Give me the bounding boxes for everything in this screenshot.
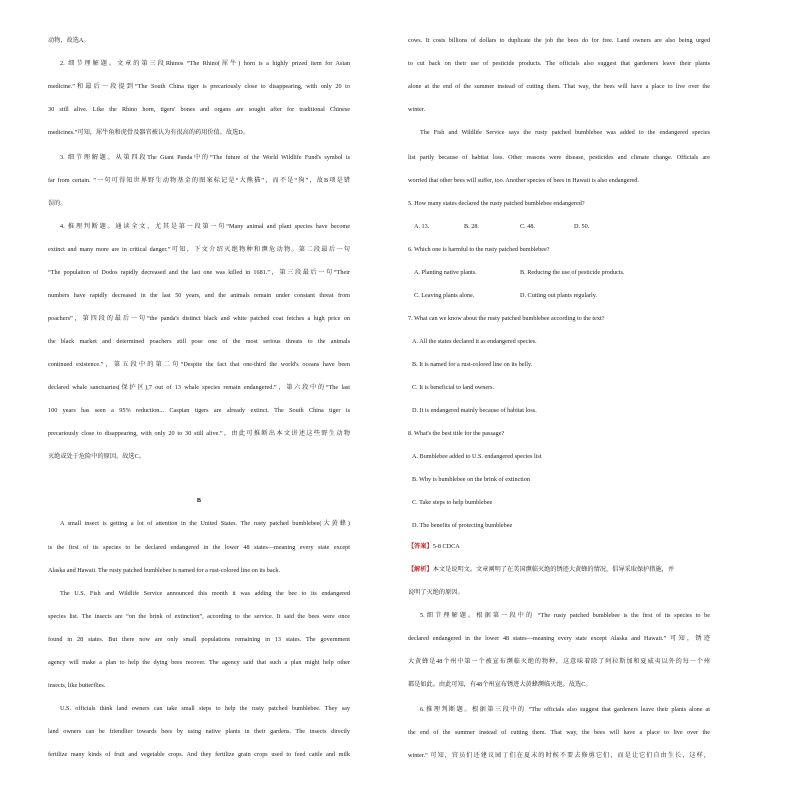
text-line: continued existence.”，第五段中的第二句“Despite the fact that one-third the world's oceans have been bbox=[48, 361, 350, 368]
text-line: A. Bumblebee added to U.S. endangered species list bbox=[412, 453, 542, 460]
text-line: 4. 推理判断题。通读全文，尤其是第一段第一句“Many animal and plant species have become bbox=[60, 223, 350, 230]
text-line: poachers”，第四段的最后一句“the panda's distinct black and white patched coat fetches a high price on bbox=[48, 315, 350, 322]
text-line: U.S. officials think land owners can take small steps to help the rusty patched bumblebee. They say bbox=[60, 705, 350, 712]
text-line: list partly because of habitat loss. Other reasons were disease, pesticides and climate change. Officials are bbox=[408, 154, 710, 161]
answer-label: 【答案】 bbox=[408, 543, 433, 550]
text-line: A small insect is getting a lot of attention in the United States. The rusty patched bumblebee(大黄蜂) bbox=[60, 520, 350, 527]
text-line: 3. 细节理解题。从第四段The Giant Panda中的“The future of the World Wildlife Fund's symbol is bbox=[60, 154, 350, 161]
analysis-label: 【解析】 bbox=[408, 566, 433, 573]
section-heading: B bbox=[196, 497, 202, 504]
text-line: C. It is beneficial to land owners. bbox=[412, 384, 495, 391]
text-line: the black market and determined poachers still pose one of the most serious threats to the animals bbox=[48, 338, 350, 345]
text-line: alone at the end of the summer instead of cutting them. That way, the bees will have a place to live over the bbox=[408, 83, 710, 90]
text-line: declared whale sanctuaries(保护区),7 out of 13 whale species remain endangered.”，第六段中的“The last bbox=[48, 384, 350, 391]
text-line: worried that other bees will suffer, too. Another species of bees in Hawaii is also endangered. bbox=[408, 177, 639, 184]
text-line: 说明了灭绝的原因。 bbox=[408, 589, 464, 596]
text-line: agency will make a plan to help the dying bees recover. The agency said that such a plan might help other bbox=[48, 659, 350, 666]
text-line: is the first of its species to be declared endangered in the lower 48 states—meaning every state except bbox=[48, 544, 350, 551]
text-line: precariously close to disappearing, with only 20 to 30 still alive.”，由此可推断出本文讲述这些野生动物 bbox=[48, 430, 350, 437]
text-line: declared endangered in the lower 48 states—meaning every state except Alaska and Hawaii.” 可知，锈迹 bbox=[408, 635, 710, 642]
text-line: far from certain. ”一句可得知世界野生动物基金的图案标记是“大熊猫”，而不是“狗”，故B项是错 bbox=[48, 177, 350, 184]
answer-option: C. 48. bbox=[520, 223, 535, 230]
text-line: 误的。 bbox=[48, 200, 67, 207]
analysis-text: 本文是说明文。文章阐明了在美国濒临灭绝的锈迹大黄蜂的情况，倡导采取保护措施，并 bbox=[432, 566, 675, 573]
text-line: The U.S. Fish and Wildlife Service announced this month it was adding the bee to its endangered bbox=[60, 590, 350, 597]
text-line: cows. It costs billions of dollars to duplicate the job the bees do for free. Land owners are also being urged bbox=[408, 37, 710, 44]
text-line: the end of the summer instead of cutting them. That way, the bees will have a place to live over the bbox=[408, 729, 710, 736]
text-line: species list. The insects are “on the brink of extinction”, according to the service. It said the bees were once bbox=[48, 613, 350, 620]
text-line: winter.” 可知，官员们还建议园丁们在夏末的时候不要去修剪它们，而是让它们自由生长，这样， bbox=[408, 752, 710, 759]
answer-option: A. Planting native plants. bbox=[414, 269, 477, 276]
text-line: insects, like butterflies. bbox=[48, 682, 106, 689]
text-line: extinct and many more are in critical danger.”可知，下文介绍灭绝物种和濒危动物。第二段最后一句 bbox=[48, 246, 350, 253]
text-line: 100 years has seen a 95% reduction... Caspian tigers are already extinct. The South China tiger is bbox=[48, 407, 350, 414]
analysis-line bbox=[408, 565, 710, 575]
answer-option: D. Cutting out plants regularly. bbox=[520, 292, 597, 299]
text-line: to cut back on their use of pesticide products. The officials also suggest that gardeners leave their plants bbox=[408, 60, 710, 67]
answer-option: B. Reducing the use of pesticide products. bbox=[520, 269, 625, 276]
text-line: numbers have rapidly decreased in the last 50 years, and the animals remain under constant threat from bbox=[48, 292, 350, 299]
text-line: 5.细节理解题。根据第一段中的 “The rusty patched bumblebee is the first of its species to be bbox=[420, 612, 710, 619]
text-line: B. It is named for a rust-colored line on its belly. bbox=[412, 361, 533, 368]
text-line: land owners can be friendlier towards bees by using native plants in their gardens. The insects directly bbox=[48, 728, 350, 735]
text-line: 动物，故选A。 bbox=[48, 37, 90, 44]
answer-text: 5-8 CDCA bbox=[432, 543, 460, 550]
text-line: 2. 细节理解题。文章的第三段Rhinos “The Rhino(犀牛) horn is a highly prized item for Asian bbox=[60, 60, 350, 67]
text-line: A. All the states declared it as endangered species. bbox=[412, 338, 537, 345]
text-line: winter. bbox=[408, 106, 426, 113]
text-line: 7. What can we know about the rusty patched bumblebee according to the text? bbox=[408, 315, 605, 322]
answer-option: A. 13. bbox=[414, 223, 430, 230]
text-line: 灭绝或处于危险中的原因。故选C。 bbox=[48, 453, 145, 460]
text-line: 5. How many states declared the rusty patched bumblebee endangered? bbox=[408, 200, 585, 207]
text-line: D. It is endangered mainly because of habitat loss. bbox=[412, 407, 537, 414]
text-line: medicine.”和最后一段提到“The South China tiger is precariously close to disappearing, with only 20 to bbox=[48, 83, 350, 90]
text-line: Alaska and Hawaii. The rusty patched bumblebee is named for a rust-colored line on its back. bbox=[48, 567, 281, 574]
text-line: “The population of Dodos rapidly decreased and the last one was killed in 1681.”，第三段最后一句“Their bbox=[48, 269, 350, 276]
text-line: fertilize many kinds of fruit and vegetable crops. And they fertilize grain crops used to feed cattle and milk bbox=[48, 751, 350, 758]
text-line: 6. Which one is harmful to the rusty patched bumblebee? bbox=[408, 246, 550, 253]
text-line: The Fish and Wildlife Service says the rusty patched bumblebee was added to the endangered species bbox=[420, 129, 710, 136]
text-line: 都是如此。由此可知，有48个州宣布锈迹大黄蜂濒临灭绝。故选C。 bbox=[408, 681, 592, 688]
text-line: medicines.”可知，犀牛角和虎骨及器官被认为有很高的药用价值。故选D。 bbox=[48, 129, 249, 136]
text-line: 8. What's the best title for the passage? bbox=[408, 430, 505, 437]
answer-option: D. 50. bbox=[574, 223, 590, 230]
answer-option: B. 28. bbox=[464, 223, 479, 230]
answer-option: C. Leaving plants alone. bbox=[414, 292, 475, 299]
text-line: found in 28 states. But there now are only small populations remaining in 13 states. The government bbox=[48, 636, 350, 643]
text-line: B. Why is bumblebee on the brink of extinction bbox=[412, 476, 530, 483]
answer-line bbox=[408, 542, 710, 552]
text-line: 大黄蜂是48个州中第一个被宣布濒临灭绝的物种，这意味着除了阿拉斯加和夏威夷以外的每一个州 bbox=[408, 658, 710, 665]
text-line: 30 still alive. Like the Rhino horn, tigers' bones and organs are sought after for traditional Chinese bbox=[48, 106, 350, 113]
text-line: C. Take steps to help bumblebee bbox=[412, 499, 493, 506]
text-line: 6.推理判断题。根据第三段中的 “The officials also suggest that gardeners leave their plants alone at bbox=[420, 706, 710, 713]
text-line: D. The benefits of protecting bumblebee bbox=[412, 522, 513, 529]
